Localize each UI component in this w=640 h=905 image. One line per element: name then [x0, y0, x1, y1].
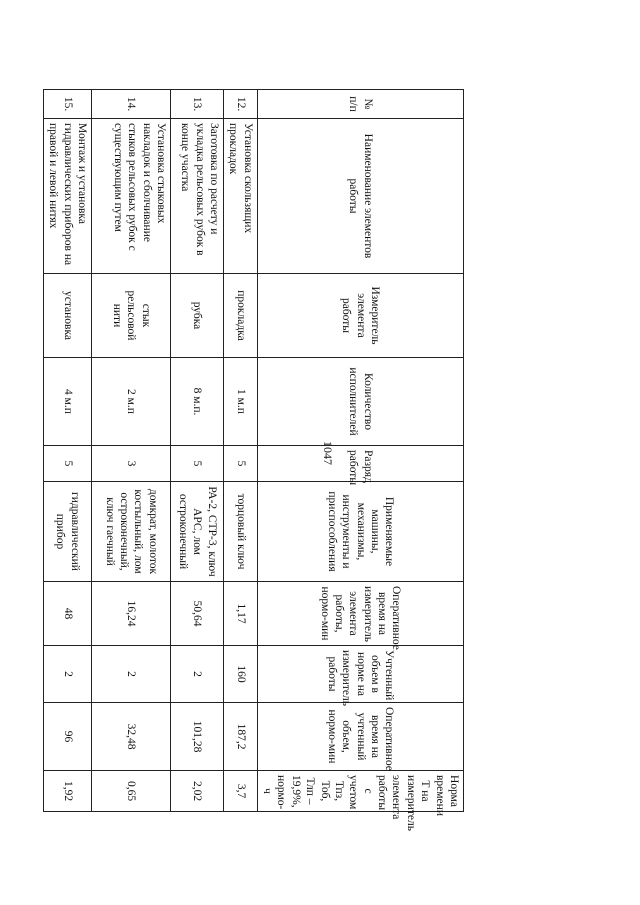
- cell-op-time: 48: [43, 582, 91, 646]
- cell-meter: рубка: [171, 274, 224, 358]
- cell-no: 13.: [171, 90, 224, 119]
- page-number: 1047: [321, 441, 335, 465]
- cell-op-volume: 101,28: [171, 703, 224, 771]
- cell-op-time: 1,17: [224, 582, 258, 646]
- cell-rank: 5: [171, 446, 224, 482]
- header-norm: Норма времени Т на измеритель элемента работы с учетом Тпз, Тоб, Тлп – 19,9%, нормо-ч: [257, 771, 463, 812]
- header-rank: Разряд работы: [257, 446, 463, 482]
- table-header-row: [257, 90, 463, 812]
- cell-op-volume: 187,2: [224, 703, 258, 771]
- cell-count: 2 м.п: [92, 358, 171, 446]
- cell-machines: РА-2, СТР-3, ключ АРС, лом остроконечный: [171, 482, 224, 582]
- table-row: [171, 90, 224, 812]
- cell-meter: стык рельсовой нити: [92, 274, 171, 358]
- cell-no: 12.: [224, 90, 258, 119]
- cell-machines: торцовый ключ: [224, 482, 258, 582]
- table-row: [43, 90, 91, 812]
- header-op-time: Оперативное время на измеритель элемента работы, нормо-мин: [257, 582, 463, 646]
- header-count: Количество исполнителей: [257, 358, 463, 446]
- cell-volume: 2: [171, 646, 224, 703]
- cell-rank: 5: [43, 446, 91, 482]
- cell-volume: 2: [92, 646, 171, 703]
- cell-count: 8 м.п.: [171, 358, 224, 446]
- cell-count: 1 м.п: [224, 358, 258, 446]
- cell-meter: прокладка: [224, 274, 258, 358]
- work-elements-table: [43, 89, 464, 831]
- cell-name: Установка стыковых накладок и сболчивание стыков рельсовых рубок с существующим путем: [92, 119, 171, 274]
- cell-op-time: 16,24: [92, 582, 171, 646]
- cell-norm: 1,92: [43, 771, 91, 812]
- header-name: Наименование элементов работы: [257, 119, 463, 274]
- cell-machines: домкрат, молоток костыльный, лом остроконечный, ключ гаечный: [92, 482, 171, 582]
- cell-rank: 5: [224, 446, 258, 482]
- cell-no: 14.: [92, 90, 171, 119]
- cell-volume: 2: [43, 646, 91, 703]
- cell-norm: 2,02: [171, 771, 224, 812]
- header-op-volume: Оперативное время на учтенный объем, нормо-мин: [257, 703, 463, 771]
- work-elements-table-wrapper: [47, 89, 464, 831]
- table-row: [92, 90, 171, 812]
- cell-name: Монтаж и установка гидравлических приборов на правой и левой нитях: [43, 119, 91, 274]
- cell-no: 15.: [43, 90, 91, 119]
- cell-norm: 3,7: [224, 771, 258, 812]
- cell-op-volume: 32,48: [92, 703, 171, 771]
- cell-machines: гидравлический прибор: [43, 482, 91, 582]
- cell-name: Установка скользящих прокладок: [224, 119, 258, 274]
- cell-op-time: 50,64: [171, 582, 224, 646]
- cell-count: 4 м.п: [43, 358, 91, 446]
- cell-volume: 160: [224, 646, 258, 703]
- cell-meter: установка: [43, 274, 91, 358]
- cell-name: Заготовка по расчету и укладка рельсовых рубок в конце участка: [171, 119, 224, 274]
- table-row: [224, 90, 258, 812]
- header-no: № п/п: [257, 90, 463, 119]
- cell-norm: 0,65: [92, 771, 171, 812]
- header-machines: Применяемые машины, механизмы, инструменты и приспособления: [257, 482, 463, 582]
- header-meter: Измеритель элемента работы: [257, 274, 463, 358]
- header-volume: Учтенный объем в норме на измеритель работы: [257, 646, 463, 703]
- cell-rank: 3: [92, 446, 171, 482]
- cell-op-volume: 96: [43, 703, 91, 771]
